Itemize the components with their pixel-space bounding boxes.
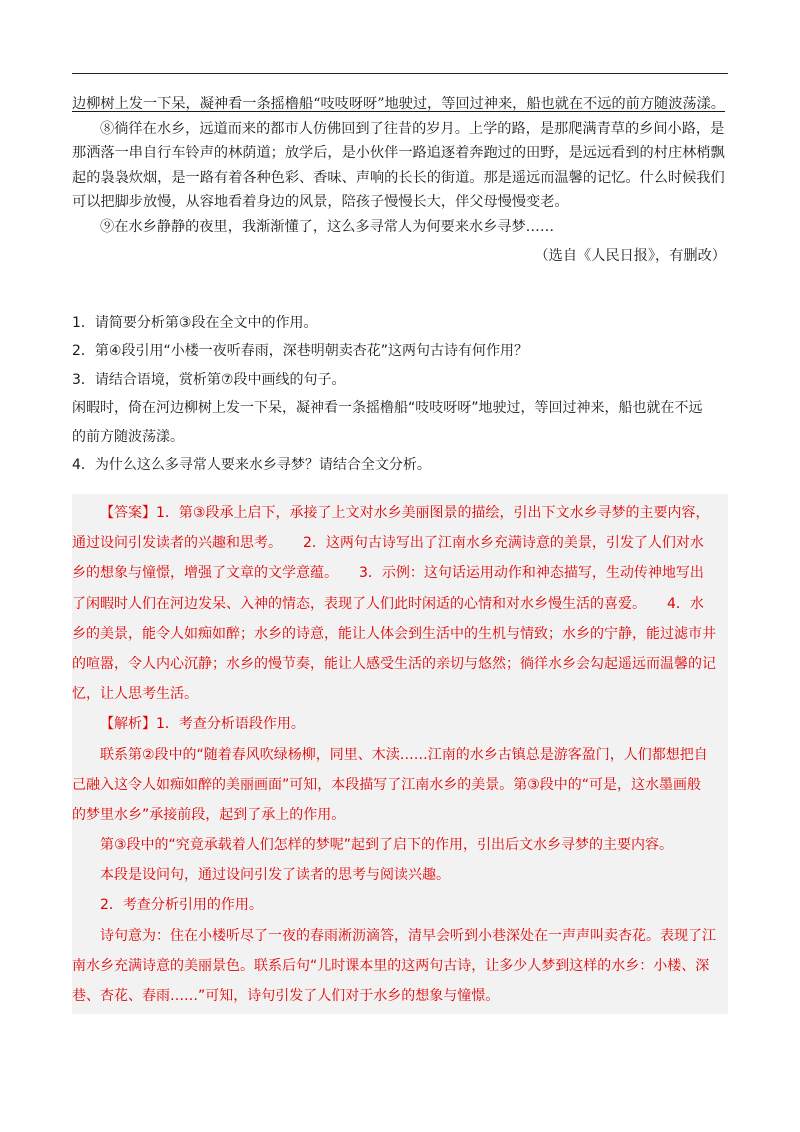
answer-line: 【答案】1．第③段承上启下，承接了上文对水乡美丽图景的描绘，引出下文水乡寻梦的主要内容，: [100, 505, 710, 521]
passage-source: （选自《人民日报》，有删改）: [534, 247, 726, 264]
passage-continued-line: 边柳树上发一下呆，凝神看一条摇橹船“吱吱呀呀”地驶过，等回过神来，船也就在不远的前方随波荡漾。: [72, 96, 725, 112]
question-4: 4．为什么这么多寻常人要来水乡寻梦？请结合全文分析。: [72, 456, 431, 473]
analysis-line: 本段是设问句，通过设问引发了读者的思考与阅读兴趣。: [100, 867, 450, 884]
passage-para8-line: 起的袅袅炊烟，是一路有着各种色彩、香味、声响的长长的街道。那是遥远而温馨的记忆。什么时候我们: [72, 169, 725, 186]
question-3-quote-line: 的前方随波荡漾。: [72, 428, 184, 445]
analysis-line: 己融入这令人如痴如醉的美丽画面”可知，本段描写了江南水乡的美景。第③段中的“可是，这水墨画般: [72, 776, 702, 793]
analysis-section: [72, 709, 728, 1011]
analysis-line: 【解析】1．考查分析语段作用。: [100, 716, 305, 733]
passage-para8-line: 那洒落一串自行车铃声的林荫道；放学后，是小伙伴一路追逐着奔跑过的田野，是远远看到的村庄林梢飘: [72, 145, 725, 162]
question-1: 1．请简要分析第③段在全文中的作用。: [72, 315, 318, 331]
question-2: 2．第④段引用“小楼一夜听春雨，深巷明朝卖杏花”这两句古诗有何作用？: [72, 343, 528, 360]
question-list: [72, 309, 732, 479]
analysis-line: 诗句意为：住在小楼听尽了一夜的春雨淅沥滴答，清早会听到小巷深处在一声声叫卖杏花。表现了江: [100, 927, 716, 944]
header-rule: [72, 73, 728, 74]
analysis-line: 第③段中的“究竟承载着人们怎样的梦呢”起到了启下的作用，引出后文水乡寻梦的主要内容。: [100, 837, 674, 854]
analysis-line: 联系第②段中的“随着春风吹绿杨柳，同里、木渎……江南的水乡古镇总是游客盈门，人们都想把自: [100, 746, 708, 763]
analysis-line: 南水乡充满诗意的美丽景色。联系后句“儿时课本里的这两句古诗，让多少人梦到这样的水乡：小楼、深: [72, 957, 710, 974]
answer-line: 忆，让人思考生活。: [72, 686, 198, 703]
answer-line: 乡的美景，能令人如痴如醉；水乡的诗意，能让人体会到生活中的生机与情致；水乡的宁静，能过滤市井: [72, 625, 716, 642]
question-3: 3．请结合语境，赏析第⑦段中画线的句子。: [72, 371, 346, 388]
passage-para8-line: ⑧徜徉在水乡，远道而来的都市人仿佛回到了往昔的岁月。上学的路，是那爬满青草的乡间小路，是: [100, 120, 725, 137]
analysis-line: 巷、杏花、春雨……”可知，诗句引发了人们对于水乡的想象与憧憬。: [72, 988, 500, 1004]
analysis-line: 2．考查分析引用的作用。: [100, 897, 263, 914]
answer-line: 乡的想象与憧憬，增强了文章的文学意蕴。 3．示例：这句话运用动作和神态描写，生动传神地写出: [72, 565, 704, 582]
question-3-quote-line: 闲暇时，倚在河边柳树上发一下呆，凝神看一条摇橹船“吱吱呀呀”地驶过，等回过神来，船也就在不远: [72, 400, 703, 417]
answer-line: 通过设问引发读者的兴趣和思考。 2．这两句古诗写出了江南水乡充满诗意的美景，引发了人们对水: [72, 535, 704, 552]
analysis-line: 的梦里水乡”承接前段，起到了承上的作用。: [72, 806, 346, 823]
answer-section: [72, 498, 728, 1011]
answer-line: 了闲暇时人们在河边发呆、入神的情态，表现了人们此时闲适的心情和对水乡慢生活的喜爱。 4．水: [72, 595, 704, 612]
answer-line: 的喧嚣，令人内心沉静；水乡的慢节奏，能让人感受生活的亲切与悠然；徜徉水乡会勾起遥远而温馨的记: [72, 655, 716, 672]
passage-para9: ⑨在水乡静静的夜里，我渐渐懂了，这么多寻常人为何要来水乡寻梦……: [100, 218, 555, 235]
passage-para8-line: 可以把脚步放慢，从容地看着身边的风景，陪孩子慢慢长大，伴父母慢慢变老。: [72, 194, 569, 211]
reading-passage: [72, 92, 734, 268]
